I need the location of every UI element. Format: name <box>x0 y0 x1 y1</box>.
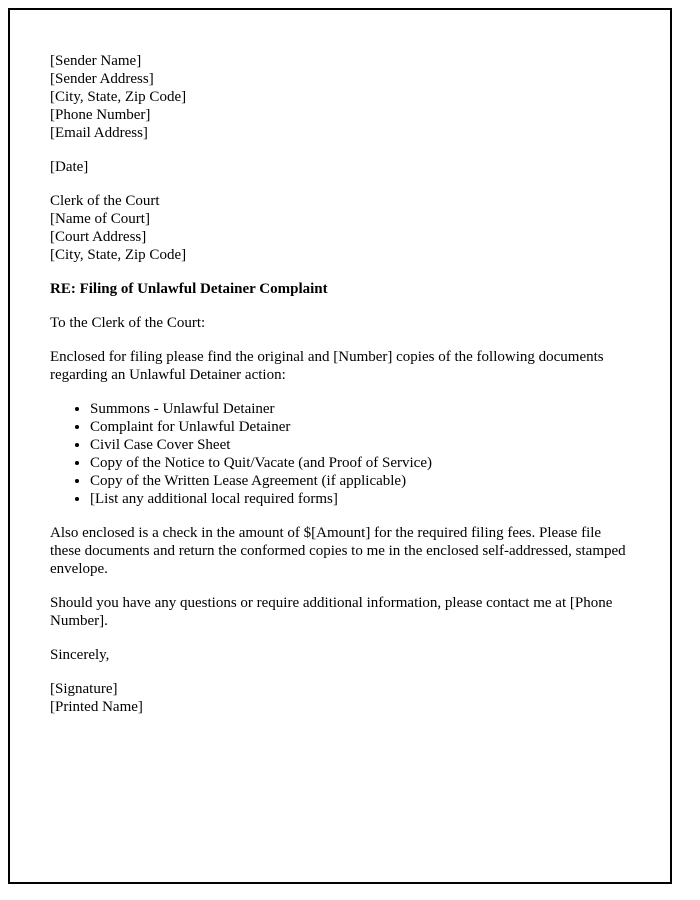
signature-block <box>50 680 626 716</box>
sender-city-state-zip: [City, State, Zip Code] <box>50 89 187 105</box>
date-block <box>50 158 626 176</box>
sender-phone: [Phone Number] <box>50 107 151 123</box>
sender-block <box>50 52 626 142</box>
recipient-court-name: [Name of Court] <box>50 211 150 227</box>
enclosure-list <box>50 400 626 508</box>
salutation: To the Clerk of the Court: <box>50 315 206 331</box>
sender-email: [Email Address] <box>50 125 148 141</box>
closing: Sincerely, <box>50 647 110 663</box>
enclosure-item: • [List any additional local required forms] <box>90 490 626 508</box>
enclosure-item: • Civil Case Cover Sheet <box>90 436 626 454</box>
letter-content <box>10 10 670 716</box>
letter-date: [Date] <box>50 159 89 175</box>
contact-paragraph: Should you have any questions or require additional information, please contact me at [Phone Number]. <box>50 595 613 629</box>
printed-name-placeholder: [Printed Name] <box>50 699 143 715</box>
enclosure-item: • Copy of the Notice to Quit/Vacate (and Proof of Service) <box>90 454 626 472</box>
sender-address: [Sender Address] <box>50 71 154 87</box>
recipient-title: Clerk of the Court <box>50 193 160 209</box>
recipient-court-address: [Court Address] <box>50 229 147 245</box>
letter-page <box>8 8 672 884</box>
recipient-block <box>50 192 626 264</box>
enclosure-item: • Summons - Unlawful Detainer <box>90 400 626 418</box>
enclosure-item: • Copy of the Written Lease Agreement (if applicable) <box>90 472 626 490</box>
enclosure-item: • Complaint for Unlawful Detainer <box>90 418 626 436</box>
recipient-city-state-zip: [City, State, Zip Code] <box>50 247 187 263</box>
fees-paragraph: Also enclosed is a check in the amount of $[Amount] for the required filing fees. Please file these documents and return the conformed copies to me in the enclosed self-addressed, stamped envelope. <box>50 525 626 577</box>
signature-placeholder: [Signature] <box>50 681 118 697</box>
intro-paragraph: Enclosed for filing please find the original and [Number] copies of the following documents regarding an Unlawful Detainer action: <box>50 349 604 383</box>
subject-line: RE: Filing of Unlawful Detainer Complaint <box>50 281 328 297</box>
sender-name: [Sender Name] <box>50 53 142 69</box>
